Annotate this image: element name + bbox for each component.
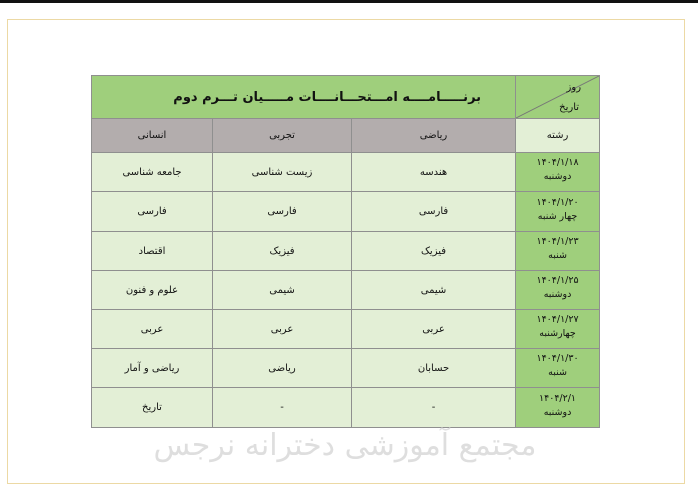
cell-ensani: اقتصاد (92, 232, 213, 271)
date-value: ۱۴۰۴/۱/۳۰ (536, 353, 579, 364)
cell-tajrobi: زیست شناسی (213, 153, 352, 192)
cell-ensani: علوم و فنون (92, 271, 213, 310)
cell-ensani: تاریخ (92, 388, 213, 428)
cell-tajrobi: عربی (213, 310, 352, 349)
date-value: ۱۴۰۴/۱/۲۰ (536, 196, 579, 208)
cell-ensani: جامعه شناسی (92, 153, 213, 192)
column-header-tajrobi: تجربی (213, 119, 352, 153)
weekday-value: شنبه (548, 367, 567, 378)
cell-riazi: فیزیک (352, 232, 516, 271)
cell-tajrobi: فارسی (213, 192, 352, 232)
weekday-value: دوشنبه (543, 289, 572, 300)
corner-label-date: تاریخ (559, 102, 580, 113)
date-value: ۱۴۰۴/۱/۲۷ (536, 314, 579, 325)
column-header-ensani: انسانی (92, 119, 213, 153)
date-cell (516, 271, 600, 310)
top-rule (0, 0, 698, 3)
header-row (92, 119, 600, 153)
weekday-value: چهار شنبه (537, 210, 578, 222)
date-cell (516, 310, 600, 349)
date-cell (516, 349, 600, 388)
schedule-title: برنـــــامــــه امـــتحـــانــــات مـــــيان تـــرم دوم (92, 76, 516, 119)
table-row (92, 388, 600, 428)
cell-tajrobi: - (213, 388, 352, 428)
major-label: رشته (516, 119, 600, 153)
date-value: ۱۴۰۴/۱/۲۳ (536, 236, 579, 247)
cell-ensani: ریاضی و آمار (92, 349, 213, 388)
cell-riazi: فارسی (352, 192, 516, 232)
date-cell (516, 192, 600, 232)
table-row (92, 310, 600, 349)
cell-riazi: عربی (352, 310, 516, 349)
weekday-value: چهارشنبه (539, 328, 576, 339)
cell-tajrobi: شیمی (213, 271, 352, 310)
exam-schedule-table (91, 75, 600, 428)
column-header-riazi: ریاضی (352, 119, 516, 153)
weekday-value: دوشنبه (543, 406, 572, 418)
cell-riazi: هندسه (352, 153, 516, 192)
school-watermark: مجتمع آموزشی دخترانه نرجس (153, 428, 537, 463)
cell-ensani: عربی (92, 310, 213, 349)
table-row (92, 153, 600, 192)
cell-riazi: - (352, 388, 516, 428)
title-row (92, 76, 600, 119)
table-row (92, 232, 600, 271)
weekday-value: دوشنبه (543, 171, 572, 182)
date-value: ۱۴۰۴/۱/۲۵ (536, 275, 579, 286)
corner-diagonal (516, 76, 599, 118)
date-value: ۱۴۰۴/۱/۱۸ (536, 157, 579, 168)
date-value: ۱۴۰۴/۲/۱ (539, 392, 577, 404)
date-cell (516, 232, 600, 271)
cell-tajrobi: ریاضی (213, 349, 352, 388)
table-row (92, 271, 600, 310)
weekday-value: شنبه (548, 250, 567, 261)
date-cell (516, 153, 600, 192)
date-cell (516, 388, 600, 428)
cell-riazi: شیمی (352, 271, 516, 310)
cell-ensani: فارسی (92, 192, 213, 232)
corner-label-day: روز (566, 82, 582, 93)
cell-riazi: حسابان (352, 349, 516, 388)
cell-tajrobi: فیزیک (213, 232, 352, 271)
table-row (92, 349, 600, 388)
corner-cell (516, 76, 600, 119)
table-row (92, 192, 600, 232)
